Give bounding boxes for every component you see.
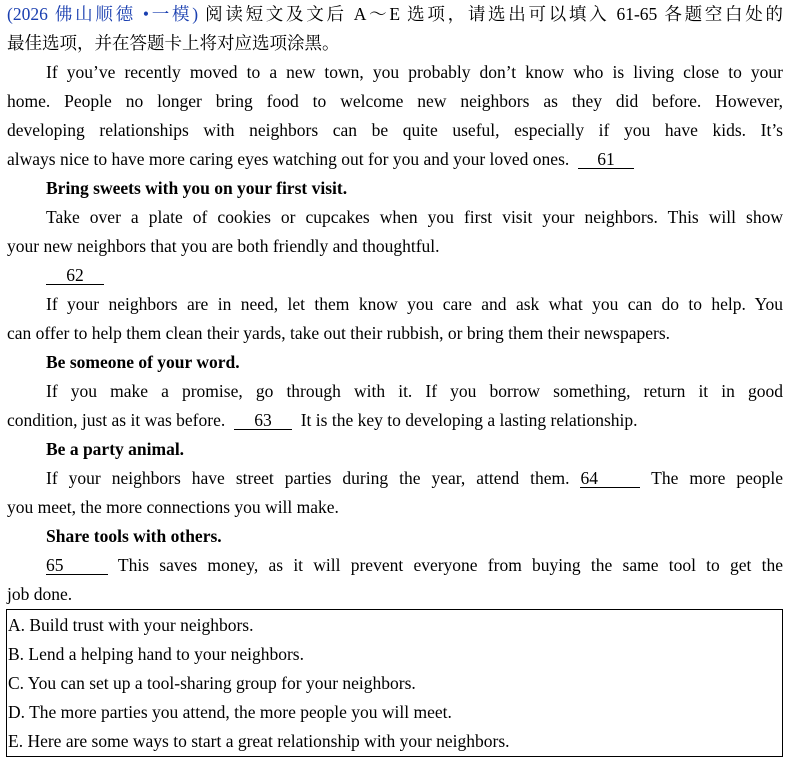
answer-blank-62: 62 [46, 266, 104, 285]
passage-line: your new neighbors that you are both friendly and thoughtful. [7, 236, 440, 256]
passage-line: Take over a plate of cookies or cupcakes when you first visit your neighbors. This will show [46, 207, 783, 227]
answer-blank-61: 61 [578, 150, 634, 169]
passage-line: 65 This saves money, as it will prevent everyone from buying the same tool to get the [46, 555, 783, 575]
option-b: B. Lend a helping hand to your neighbors. [8, 644, 304, 664]
passage-line: If your neighbors are in need, let them know you care and ask what you can do to help. You [46, 294, 783, 314]
section-heading: Bring sweets with you on your first visit. [46, 178, 348, 198]
passage-line: home. People no longer bring food to welcome new neighbors as they did before. However, [7, 91, 783, 111]
passage-line: If you’ve recently moved to a new town, you probably don’t know who is living close to your [46, 62, 783, 82]
instruction-line-2: 最佳选项，并在答题卡上将对应选项涂黑。 [7, 33, 340, 53]
passage-line: always nice to have more caring eyes watching out for you and your loved ones. 61 [7, 145, 783, 174]
instruction-text: 阅读短文及文后 A～E 选项，请选出可以填入 61-65 各题空白处的 [205, 4, 783, 24]
option-a: A. Build trust with your neighbors. [8, 615, 254, 635]
passage-line: you meet, the more connections you will make. [7, 497, 339, 517]
option-e: E. Here are some ways to start a great relationship with your neighbors. [8, 731, 510, 751]
instruction-line-1 [7, 0, 783, 29]
heading-blank-line [7, 261, 783, 290]
passage-line: If your neighbors have street parties during the year, attend them. 64 The more people [46, 468, 784, 488]
passage-line: condition, just as it was before. 63 It is the key to developing a lasting relationship. [7, 410, 638, 430]
option-c: C. You can set up a tool-sharing group for your neighbors. [8, 673, 416, 693]
passage-line: job done. [7, 584, 73, 604]
section-heading: Be a party animal. [46, 439, 185, 459]
section-heading: Share tools with others. [46, 526, 222, 546]
passage-line: If you make a promise, go through with it. If you borrow something, return it in good [46, 381, 783, 401]
options-box [6, 609, 783, 757]
option-d: D. The more parties you attend, the more people you will meet. [8, 702, 452, 722]
passage-line: developing relationships with neighbors can be quite useful, especially if you have kids. It’s [7, 120, 783, 140]
section-heading: Be someone of your word. [46, 352, 240, 372]
answer-blank-63: 63 [234, 411, 292, 430]
passage-line: can offer to help them clean their yards, take out their rubbish, or bring them their newspapers. [7, 323, 671, 343]
answer-blank-65: 65 [46, 556, 108, 575]
answer-blank-64: 64 [580, 469, 640, 488]
source-tag: (2026 佛山顺德 •一模) [7, 4, 199, 24]
